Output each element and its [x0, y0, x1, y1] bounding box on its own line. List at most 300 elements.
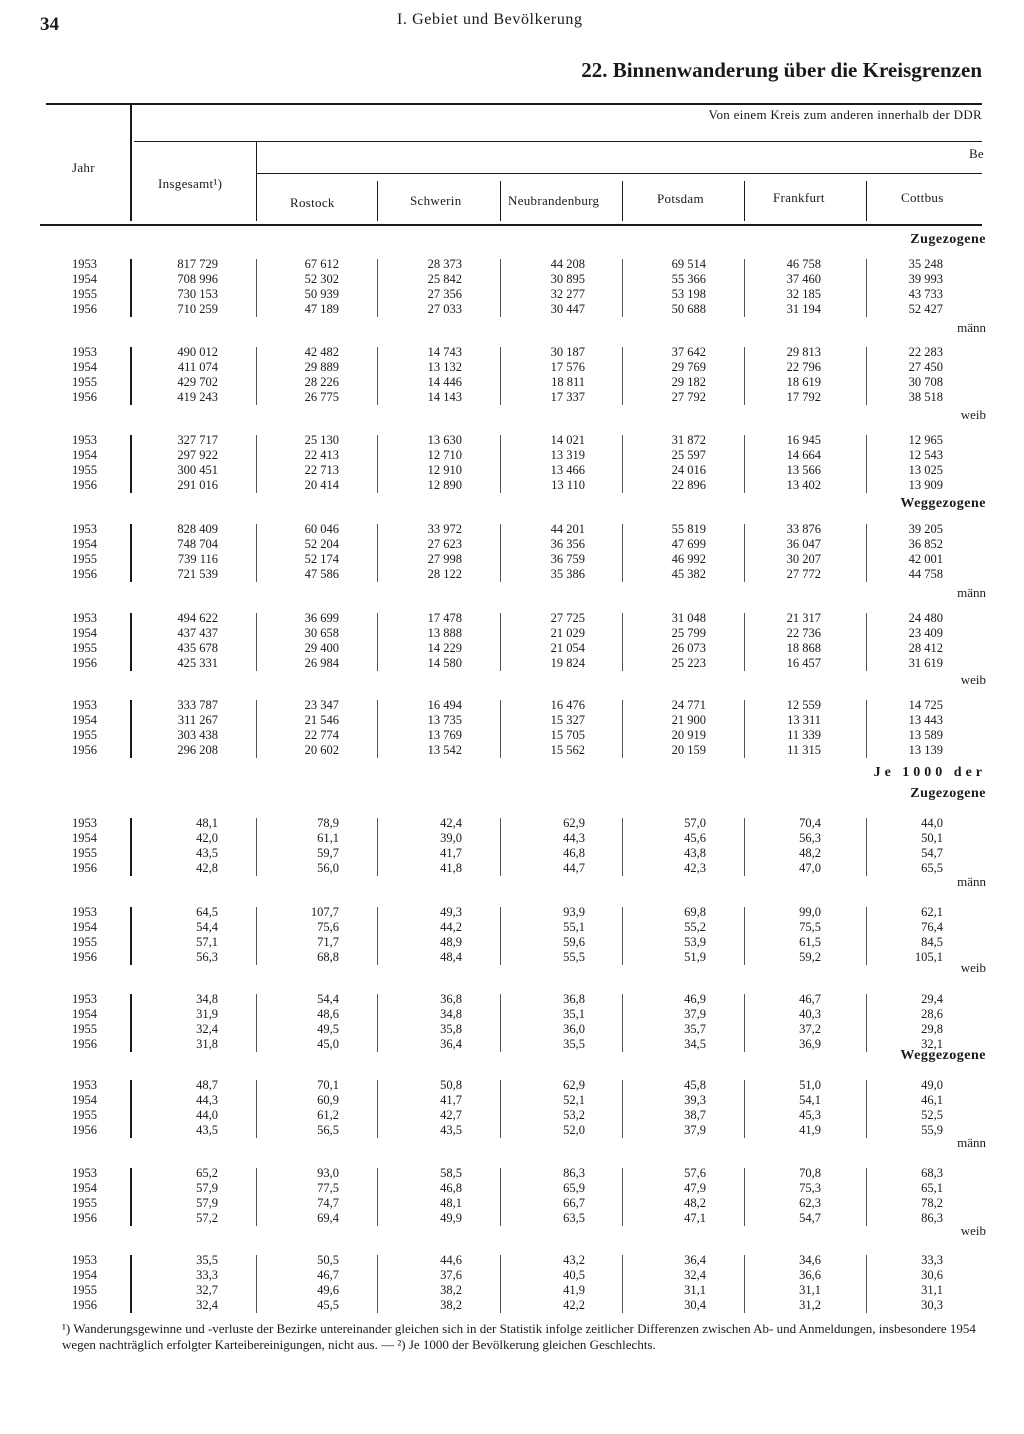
table-cell: 36 852 [908, 537, 943, 551]
year-label: 1956 [72, 1298, 97, 1312]
year-bar [130, 524, 132, 582]
column-bar [744, 818, 745, 876]
header-frankfurt: Frankfurt [773, 190, 825, 205]
year-label: 1953 [72, 816, 97, 830]
table-cell: 30 895 [550, 272, 585, 286]
table-cell: 14 229 [427, 641, 462, 655]
table-cell: 105,1 [914, 950, 943, 964]
table-cell: 40,5 [563, 1268, 585, 1282]
table-cell: 54,1 [799, 1093, 821, 1107]
table-cell: 69,4 [317, 1211, 339, 1225]
table-cell: 32,7 [196, 1283, 218, 1297]
table-cell: 26 073 [671, 641, 706, 655]
table-cell: 58,5 [440, 1166, 462, 1180]
table-cell: 29,8 [921, 1022, 943, 1036]
table-cell: 54,4 [317, 992, 339, 1006]
column-bar [866, 1255, 867, 1313]
table-cell: 41,7 [440, 846, 462, 860]
table-cell: 13 025 [908, 463, 943, 477]
table-cell: 59,2 [799, 950, 821, 964]
year-label: 1955 [72, 463, 97, 477]
table-cell: 35,5 [563, 1037, 585, 1051]
table-cell: 12 559 [786, 698, 821, 712]
table-cell: 828 409 [177, 522, 218, 536]
year-label: 1954 [72, 360, 97, 374]
table-cell: 44 201 [550, 522, 585, 536]
year-label: 1955 [72, 728, 97, 742]
table-cell: 24 771 [671, 698, 706, 712]
table-cell: 57,9 [196, 1181, 218, 1195]
table-cell: 25 842 [427, 272, 462, 286]
table-cell: 31 872 [671, 433, 706, 447]
table-cell: 48,1 [196, 816, 218, 830]
column-bar [622, 700, 623, 758]
table-cell: 47 586 [304, 567, 339, 581]
table-cell: 11 315 [787, 743, 821, 757]
table-cell: 327 717 [177, 433, 218, 447]
year-label: 1954 [72, 1093, 97, 1107]
table-cell: 37 642 [671, 345, 706, 359]
table-cell: 22 896 [671, 478, 706, 492]
column-bar [500, 700, 501, 758]
year-label: 1955 [72, 552, 97, 566]
table-cell: 44,3 [196, 1093, 218, 1107]
table-cell: 31,8 [196, 1037, 218, 1051]
table-cell: 21 029 [550, 626, 585, 640]
table-title: 22. Binnenwanderung über die Kreisgrenzen [581, 58, 982, 82]
table-cell: 494 622 [177, 611, 218, 625]
year-label: 1953 [72, 1253, 97, 1267]
header-ddr-span: Von einem Kreis zum anderen innerhalb der DDR [708, 107, 982, 122]
column-bar [500, 524, 501, 582]
section-label-zugezogene: Zugezogene [910, 786, 986, 801]
table-cell: 27 033 [427, 302, 462, 316]
year-bar [130, 1080, 132, 1138]
table-cell: 30 447 [550, 302, 585, 316]
year-label: 1955 [72, 846, 97, 860]
table-cell: 296 208 [177, 743, 218, 757]
table-cell: 23 409 [908, 626, 943, 640]
table-cell: 18 868 [786, 641, 821, 655]
year-label: 1953 [72, 611, 97, 625]
year-label: 1953 [72, 992, 97, 1006]
table-cell: 11 339 [787, 728, 821, 742]
table-cell: 35 386 [550, 567, 585, 581]
column-bar [744, 259, 745, 317]
column-bar [256, 700, 257, 758]
table-cell: 76,4 [921, 920, 943, 934]
table-cell: 721 539 [177, 567, 218, 581]
table-cell: 32,4 [196, 1298, 218, 1312]
year-label: 1954 [72, 1268, 97, 1282]
year-bar [130, 435, 132, 493]
table-cell: 13 630 [427, 433, 462, 447]
year-label: 1956 [72, 861, 97, 875]
table-cell: 55,1 [563, 920, 585, 934]
table-cell: 41,8 [440, 861, 462, 875]
year-label: 1955 [72, 935, 97, 949]
table-cell: 46 758 [786, 257, 821, 271]
table-cell: 20 919 [671, 728, 706, 742]
year-bar [130, 259, 132, 317]
column-bar [500, 613, 501, 671]
table-cell: 25 130 [304, 433, 339, 447]
table-cell: 36 699 [304, 611, 339, 625]
table-cell: 45,6 [684, 831, 706, 845]
table-cell: 50,1 [921, 831, 943, 845]
table-cell: 30 658 [304, 626, 339, 640]
year-label: 1954 [72, 831, 97, 845]
year-label: 1956 [72, 743, 97, 757]
column-bar [500, 259, 501, 317]
table-cell: 40,3 [799, 1007, 821, 1021]
year-bar [130, 907, 132, 965]
table-cell: 28,6 [921, 1007, 943, 1021]
table-cell: 42,0 [196, 831, 218, 845]
table-cell: 19 824 [550, 656, 585, 670]
column-bar [866, 259, 867, 317]
table-cell: 34,5 [684, 1037, 706, 1051]
table-cell: 300 451 [177, 463, 218, 477]
table-cell: 21 054 [550, 641, 585, 655]
table-cell: 44,3 [563, 831, 585, 845]
table-cell: 22 736 [786, 626, 821, 640]
table-cell: 37,6 [440, 1268, 462, 1282]
year-label: 1955 [72, 287, 97, 301]
table-cell: 35,8 [440, 1022, 462, 1036]
column-bar [500, 1168, 501, 1226]
table-cell: 52 302 [304, 272, 339, 286]
table-cell: 24 480 [908, 611, 943, 625]
table-cell: 13 542 [427, 743, 462, 757]
table-cell: 54,7 [799, 1211, 821, 1225]
table-cell: 45,5 [317, 1298, 339, 1312]
table-cell: 52,1 [563, 1093, 585, 1107]
table-cell: 49,9 [440, 1211, 462, 1225]
section-label-weib: weib [960, 672, 986, 687]
column-bar [377, 259, 378, 317]
table-cell: 14 021 [550, 433, 585, 447]
table-cell: 14 446 [427, 375, 462, 389]
column-bar [377, 818, 378, 876]
column-bar [500, 907, 501, 965]
column-bar [744, 524, 745, 582]
table-cell: 27 623 [427, 537, 462, 551]
column-bar [744, 700, 745, 758]
column-bar [866, 524, 867, 582]
table-cell: 31,1 [799, 1283, 821, 1297]
table-cell: 31 048 [671, 611, 706, 625]
table-cell: 21 546 [304, 713, 339, 727]
table-cell: 44,2 [440, 920, 462, 934]
table-cell: 32,4 [684, 1268, 706, 1282]
year-label: 1954 [72, 626, 97, 640]
table-cell: 99,0 [799, 905, 821, 919]
table-cell: 53 198 [671, 287, 706, 301]
table-cell: 36,4 [440, 1037, 462, 1051]
table-cell: 48,2 [684, 1196, 706, 1210]
column-bar [866, 347, 867, 405]
column-bar [622, 1255, 623, 1313]
table-cell: 708 996 [177, 272, 218, 286]
table-cell: 49,3 [440, 905, 462, 919]
column-bar [622, 1168, 623, 1226]
table-cell: 53,9 [684, 935, 706, 949]
table-cell: 44 758 [908, 567, 943, 581]
column-bar [256, 907, 257, 965]
year-label: 1954 [72, 537, 97, 551]
table-cell: 17 576 [550, 360, 585, 374]
year-bar [130, 1255, 132, 1313]
section-label-maenn: männ [957, 320, 986, 335]
column-bar [377, 347, 378, 405]
column-bar [500, 435, 501, 493]
table-cell: 62,3 [799, 1196, 821, 1210]
table-cell: 30,4 [684, 1298, 706, 1312]
year-bar [130, 994, 132, 1052]
table-cell: 41,9 [563, 1283, 585, 1297]
column-bar [256, 1080, 257, 1138]
table-cell: 69,8 [684, 905, 706, 919]
year-label: 1954 [72, 272, 97, 286]
year-label: 1955 [72, 1108, 97, 1122]
table-cell: 52,0 [563, 1123, 585, 1137]
table-cell: 22 413 [304, 448, 339, 462]
table-cell: 297 922 [177, 448, 218, 462]
table-cell: 419 243 [177, 390, 218, 404]
table-cell: 45 382 [671, 567, 706, 581]
column-bar [377, 700, 378, 758]
table-cell: 28 226 [304, 375, 339, 389]
table-cell: 22 796 [786, 360, 821, 374]
table-cell: 46,8 [440, 1181, 462, 1195]
column-bar [744, 1168, 745, 1226]
table-cell: 31,2 [799, 1298, 821, 1312]
table-cell: 42 482 [304, 345, 339, 359]
table-cell: 93,0 [317, 1166, 339, 1180]
table-cell: 291 016 [177, 478, 218, 492]
table-cell: 43,5 [196, 846, 218, 860]
column-bar [622, 259, 623, 317]
table-cell: 817 729 [177, 257, 218, 271]
table-cell: 93,9 [563, 905, 585, 919]
column-bar [377, 524, 378, 582]
table-cell: 50 688 [671, 302, 706, 316]
table-cell: 730 153 [177, 287, 218, 301]
table-cell: 62,9 [563, 1078, 585, 1092]
table-cell: 51,0 [799, 1078, 821, 1092]
insgesamt-divider [256, 142, 257, 221]
header-rostock: Rostock [290, 195, 335, 210]
table-cell: 57,2 [196, 1211, 218, 1225]
table-cell: 27 772 [786, 567, 821, 581]
table-cell: 20 159 [671, 743, 706, 757]
table-cell: 56,0 [317, 861, 339, 875]
table-cell: 47,9 [684, 1181, 706, 1195]
table-cell: 57,9 [196, 1196, 218, 1210]
table-cell: 27 725 [550, 611, 585, 625]
year-label: 1955 [72, 641, 97, 655]
year-label: 1956 [72, 950, 97, 964]
table-cell: 53,2 [563, 1108, 585, 1122]
table-cell: 86,3 [921, 1211, 943, 1225]
section-label-weib: weib [960, 407, 986, 422]
table-cell: 46 992 [671, 552, 706, 566]
table-cell: 27 450 [908, 360, 943, 374]
table-cell: 37,2 [799, 1022, 821, 1036]
table-cell: 46,7 [317, 1268, 339, 1282]
table-cell: 46,7 [799, 992, 821, 1006]
table-cell: 34,6 [799, 1253, 821, 1267]
table-cell: 23 347 [304, 698, 339, 712]
table-cell: 28 373 [427, 257, 462, 271]
table-cell: 12 890 [427, 478, 462, 492]
year-label: 1954 [72, 713, 97, 727]
section-label-zugezogene: Zugezogene [910, 232, 986, 247]
column-bar [866, 700, 867, 758]
table-cell: 42,3 [684, 861, 706, 875]
column-bar [866, 818, 867, 876]
table-cell: 33 972 [427, 522, 462, 536]
section-label-weggezogene: Weggezogene [900, 496, 986, 511]
column-bar [866, 435, 867, 493]
table-cell: 13 110 [551, 478, 585, 492]
table-cell: 42,8 [196, 861, 218, 875]
year-label: 1953 [72, 345, 97, 359]
table-cell: 60 046 [304, 522, 339, 536]
table-cell: 44,0 [921, 816, 943, 830]
header-neubrandenburg: Neubrandenburg [508, 193, 600, 208]
column-bar [256, 435, 257, 493]
table-cell: 14 580 [427, 656, 462, 670]
section-label-maenn: männ [957, 585, 986, 600]
table-cell: 43 733 [908, 287, 943, 301]
table-cell: 17 478 [427, 611, 462, 625]
table-cell: 14 743 [427, 345, 462, 359]
column-bar [500, 994, 501, 1052]
table-cell: 28 412 [908, 641, 943, 655]
table-cell: 29 769 [671, 360, 706, 374]
table-cell: 36,9 [799, 1037, 821, 1051]
table-cell: 13 888 [427, 626, 462, 640]
table-cell: 44,0 [196, 1108, 218, 1122]
table-cell: 36,8 [440, 992, 462, 1006]
column-bar [744, 347, 745, 405]
table-cell: 29 182 [671, 375, 706, 389]
column-bar [744, 994, 745, 1052]
table-cell: 13 909 [908, 478, 943, 492]
year-label: 1956 [72, 1037, 97, 1051]
column-bar [622, 524, 623, 582]
table-cell: 411 074 [177, 360, 218, 374]
table-cell: 47 189 [304, 302, 339, 316]
table-cell: 22 283 [908, 345, 943, 359]
table-cell: 69 514 [671, 257, 706, 271]
bezirk-divider-4 [744, 181, 745, 221]
table-cell: 15 705 [550, 728, 585, 742]
column-bar [622, 347, 623, 405]
table-cell: 45,8 [684, 1078, 706, 1092]
column-bar [622, 818, 623, 876]
year-label: 1956 [72, 567, 97, 581]
table-cell: 33,3 [196, 1268, 218, 1282]
table-cell: 77,5 [317, 1181, 339, 1195]
table-cell: 38,2 [440, 1298, 462, 1312]
table-cell: 37,9 [684, 1123, 706, 1137]
table-cell: 16 494 [427, 698, 462, 712]
table-cell: 52,5 [921, 1108, 943, 1122]
table-cell: 65,1 [921, 1181, 943, 1195]
year-label: 1954 [72, 448, 97, 462]
table-cell: 70,8 [799, 1166, 821, 1180]
column-bar [622, 613, 623, 671]
table-cell: 303 438 [177, 728, 218, 742]
table-cell: 51,9 [684, 950, 706, 964]
year-label: 1955 [72, 1022, 97, 1036]
table-cell: 36,8 [563, 992, 585, 1006]
table-cell: 36 759 [550, 552, 585, 566]
year-label: 1953 [72, 1166, 97, 1180]
table-cell: 55 366 [671, 272, 706, 286]
table-cell: 70,4 [799, 816, 821, 830]
table-cell: 38 518 [908, 390, 943, 404]
table-cell: 30,6 [921, 1268, 943, 1282]
table-cell: 67 612 [304, 257, 339, 271]
table-cell: 25 799 [671, 626, 706, 640]
year-label: 1955 [72, 1196, 97, 1210]
table-cell: 57,1 [196, 935, 218, 949]
table-cell: 65,2 [196, 1166, 218, 1180]
column-bar [622, 435, 623, 493]
table-cell: 32 185 [786, 287, 821, 301]
table-cell: 55,9 [921, 1123, 943, 1137]
year-label: 1956 [72, 1211, 97, 1225]
year-label: 1953 [72, 905, 97, 919]
table-cell: 36,0 [563, 1022, 585, 1036]
table-cell: 59,7 [317, 846, 339, 860]
table-cell: 26 984 [304, 656, 339, 670]
table-cell: 48,4 [440, 950, 462, 964]
table-cell: 15 562 [550, 743, 585, 757]
table-cell: 13 566 [786, 463, 821, 477]
table-cell: 13 769 [427, 728, 462, 742]
table-cell: 36 047 [786, 537, 821, 551]
column-bar [377, 1168, 378, 1226]
table-cell: 22 774 [304, 728, 339, 742]
table-cell: 739 116 [177, 552, 218, 566]
table-cell: 48,9 [440, 935, 462, 949]
table-cell: 26 775 [304, 390, 339, 404]
jahr-column-divider [130, 103, 132, 221]
table-cell: 35,7 [684, 1022, 706, 1036]
table-cell: 59,6 [563, 935, 585, 949]
table-cell: 56,5 [317, 1123, 339, 1137]
table-cell: 68,8 [317, 950, 339, 964]
bezirk-divider-3 [622, 181, 623, 221]
table-cell: 435 678 [177, 641, 218, 655]
column-bar [377, 435, 378, 493]
table-cell: 13 132 [427, 360, 462, 374]
table-cell: 42,2 [563, 1298, 585, 1312]
table-cell: 35,1 [563, 1007, 585, 1021]
table-cell: 14 143 [427, 390, 462, 404]
table-cell: 12 910 [427, 463, 462, 477]
table-cell: 49,5 [317, 1022, 339, 1036]
table-cell: 48,7 [196, 1078, 218, 1092]
year-label: 1956 [72, 390, 97, 404]
table-cell: 13 402 [786, 478, 821, 492]
table-cell: 61,2 [317, 1108, 339, 1122]
